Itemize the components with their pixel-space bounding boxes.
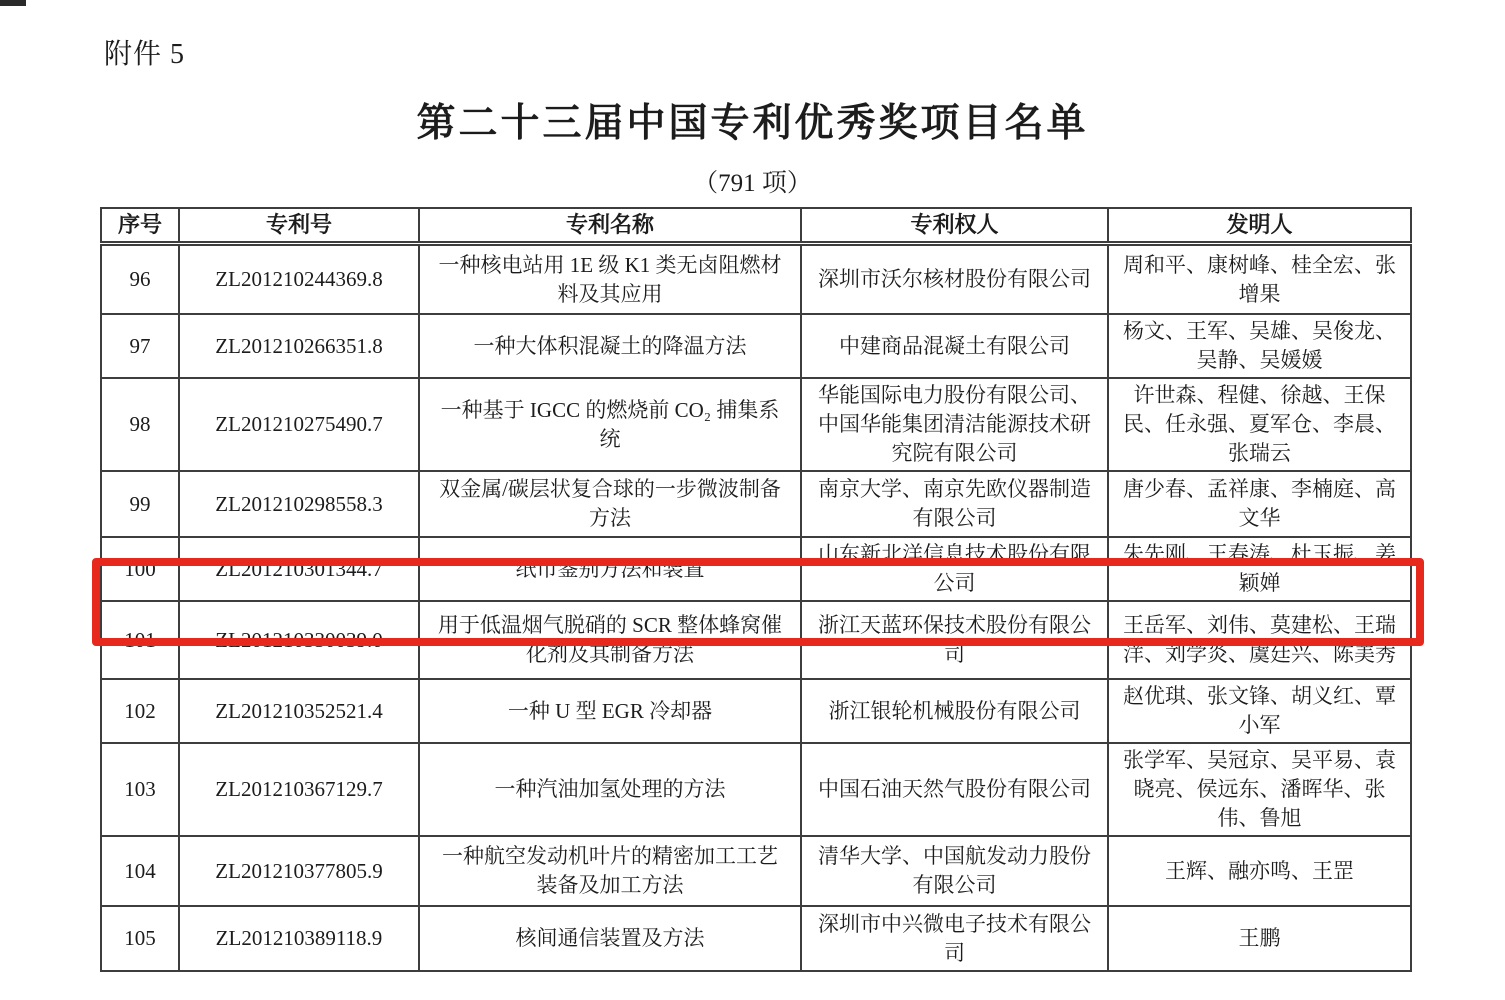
cell-no: 104 (101, 836, 179, 906)
cell-inventors: 赵优琪、张文锋、胡义红、覃小军 (1108, 679, 1411, 743)
table-row (101, 906, 1411, 971)
cell-patent-name: 一种核电站用 1E 级 K1 类无卤阻燃材料及其应用 (419, 244, 801, 315)
table-row (101, 537, 1411, 601)
cell-patent-name: 核间通信装置及方法 (419, 906, 801, 971)
cell-patentee: 深圳市沃尔核材股份有限公司 (801, 244, 1108, 315)
cell-inventors: 朱先刚、王春涛、杜玉振、姜颖婵 (1108, 537, 1411, 601)
cell-patentee: 中建商品混凝土有限公司 (801, 314, 1108, 378)
cell-no: 98 (101, 378, 179, 471)
header-row (101, 208, 1411, 244)
table-row (101, 836, 1411, 906)
page-title: 第二十三届中国专利优秀奖项目名单 (416, 102, 1089, 145)
cell-patentee: 南京大学、南京先欧仪器制造有限公司 (801, 471, 1108, 537)
cell-patent-no: ZL201210330039.0 (179, 601, 419, 679)
cell-inventors: 周和平、康树峰、桂全宏、张增果 (1108, 244, 1411, 315)
cell-patent-name: 双金属/碳层状复合球的一步微波制备方法 (419, 471, 801, 537)
cell-patent-no: ZL201210244369.8 (179, 244, 419, 315)
cell-inventors: 唐少春、孟祥康、李楠庭、高文华 (1108, 471, 1411, 537)
header-patent-name: 专利名称 (419, 208, 801, 244)
cell-patent-no: ZL201210275490.7 (179, 378, 419, 471)
cell-patent-no: ZL201210301344.7 (179, 537, 419, 601)
cell-patent-name: 一种 U 型 EGR 冷却器 (419, 679, 801, 743)
cell-inventors: 许世森、程健、徐越、王保民、任永强、夏军仓、李晨、张瑞云 (1108, 378, 1411, 471)
table-row (101, 679, 1411, 743)
cell-no: 102 (101, 679, 179, 743)
page-subtitle: （791 项） (693, 170, 812, 197)
cell-no: 100 (101, 537, 179, 601)
header-patent-no: 专利号 (179, 208, 419, 244)
patents-table (100, 207, 1412, 972)
cell-patent-no: ZL201210352521.4 (179, 679, 419, 743)
table-row (101, 244, 1411, 315)
table-row (101, 314, 1411, 378)
cell-no: 96 (101, 244, 179, 315)
scan-artifact (0, 0, 26, 6)
cell-patent-no: ZL201210389118.9 (179, 906, 419, 971)
cell-inventors: 张学军、吴冠京、吴平易、袁晓亮、侯远东、潘晖华、张伟、鲁旭 (1108, 743, 1411, 836)
cell-patentee: 浙江天蓝环保技术股份有限公司 (801, 601, 1108, 679)
cell-patentee: 华能国际电力股份有限公司、中国华能集团清洁能源技术研究院有限公司 (801, 378, 1108, 471)
table-row (101, 471, 1411, 537)
header-patentee: 专利权人 (801, 208, 1108, 244)
cell-no: 105 (101, 906, 179, 971)
cell-patent-no: ZL201210367129.7 (179, 743, 419, 836)
cell-patent-name: 一种汽油加氢处理的方法 (419, 743, 801, 836)
cell-patent-name: 一种航空发动机叶片的精密加工工艺装备及加工方法 (419, 836, 801, 906)
cell-patentee: 山东新北洋信息技术股份有限公司 (801, 537, 1108, 601)
table-row-highlighted (101, 601, 1411, 679)
cell-inventors: 王鹏 (1108, 906, 1411, 971)
cell-inventors: 杨文、王军、吴雄、吴俊龙、吴静、吴媛媛 (1108, 314, 1411, 378)
cell-no: 103 (101, 743, 179, 836)
cell-patent-name: 一种基于 IGCC 的燃烧前 CO₂ 捕集系统 (419, 378, 801, 471)
cell-patent-no: ZL201210377805.9 (179, 836, 419, 906)
cell-patentee: 清华大学、中国航发动力股份有限公司 (801, 836, 1108, 906)
cell-patent-no: ZL201210266351.8 (179, 314, 419, 378)
cell-patentee: 深圳市中兴微电子技术有限公司 (801, 906, 1108, 971)
cell-patentee: 浙江银轮机械股份有限公司 (801, 679, 1108, 743)
header-inventors: 发明人 (1108, 208, 1411, 244)
cell-inventors: 王岳军、刘伟、莫建松、王瑞洋、刘学炎、虞廷兴、陈美秀 (1108, 601, 1411, 679)
cell-patent-name: 纸币鉴别方法和装置 (419, 537, 801, 601)
table-row (101, 743, 1411, 836)
header-no: 序号 (101, 208, 179, 244)
cell-no: 101 (101, 601, 179, 679)
table-row (101, 378, 1411, 471)
cell-no: 99 (101, 471, 179, 537)
cell-no: 97 (101, 314, 179, 378)
attachment-label: 附件 5 (104, 39, 186, 70)
cell-inventors: 王辉、融亦鸣、王罡 (1108, 836, 1411, 906)
cell-patent-name: 一种大体积混凝土的降温方法 (419, 314, 801, 378)
cell-patentee: 中国石油天然气股份有限公司 (801, 743, 1108, 836)
cell-patent-no: ZL201210298558.3 (179, 471, 419, 537)
cell-patent-name: 用于低温烟气脱硝的 SCR 整体蜂窝催化剂及其制备方法 (419, 601, 801, 679)
